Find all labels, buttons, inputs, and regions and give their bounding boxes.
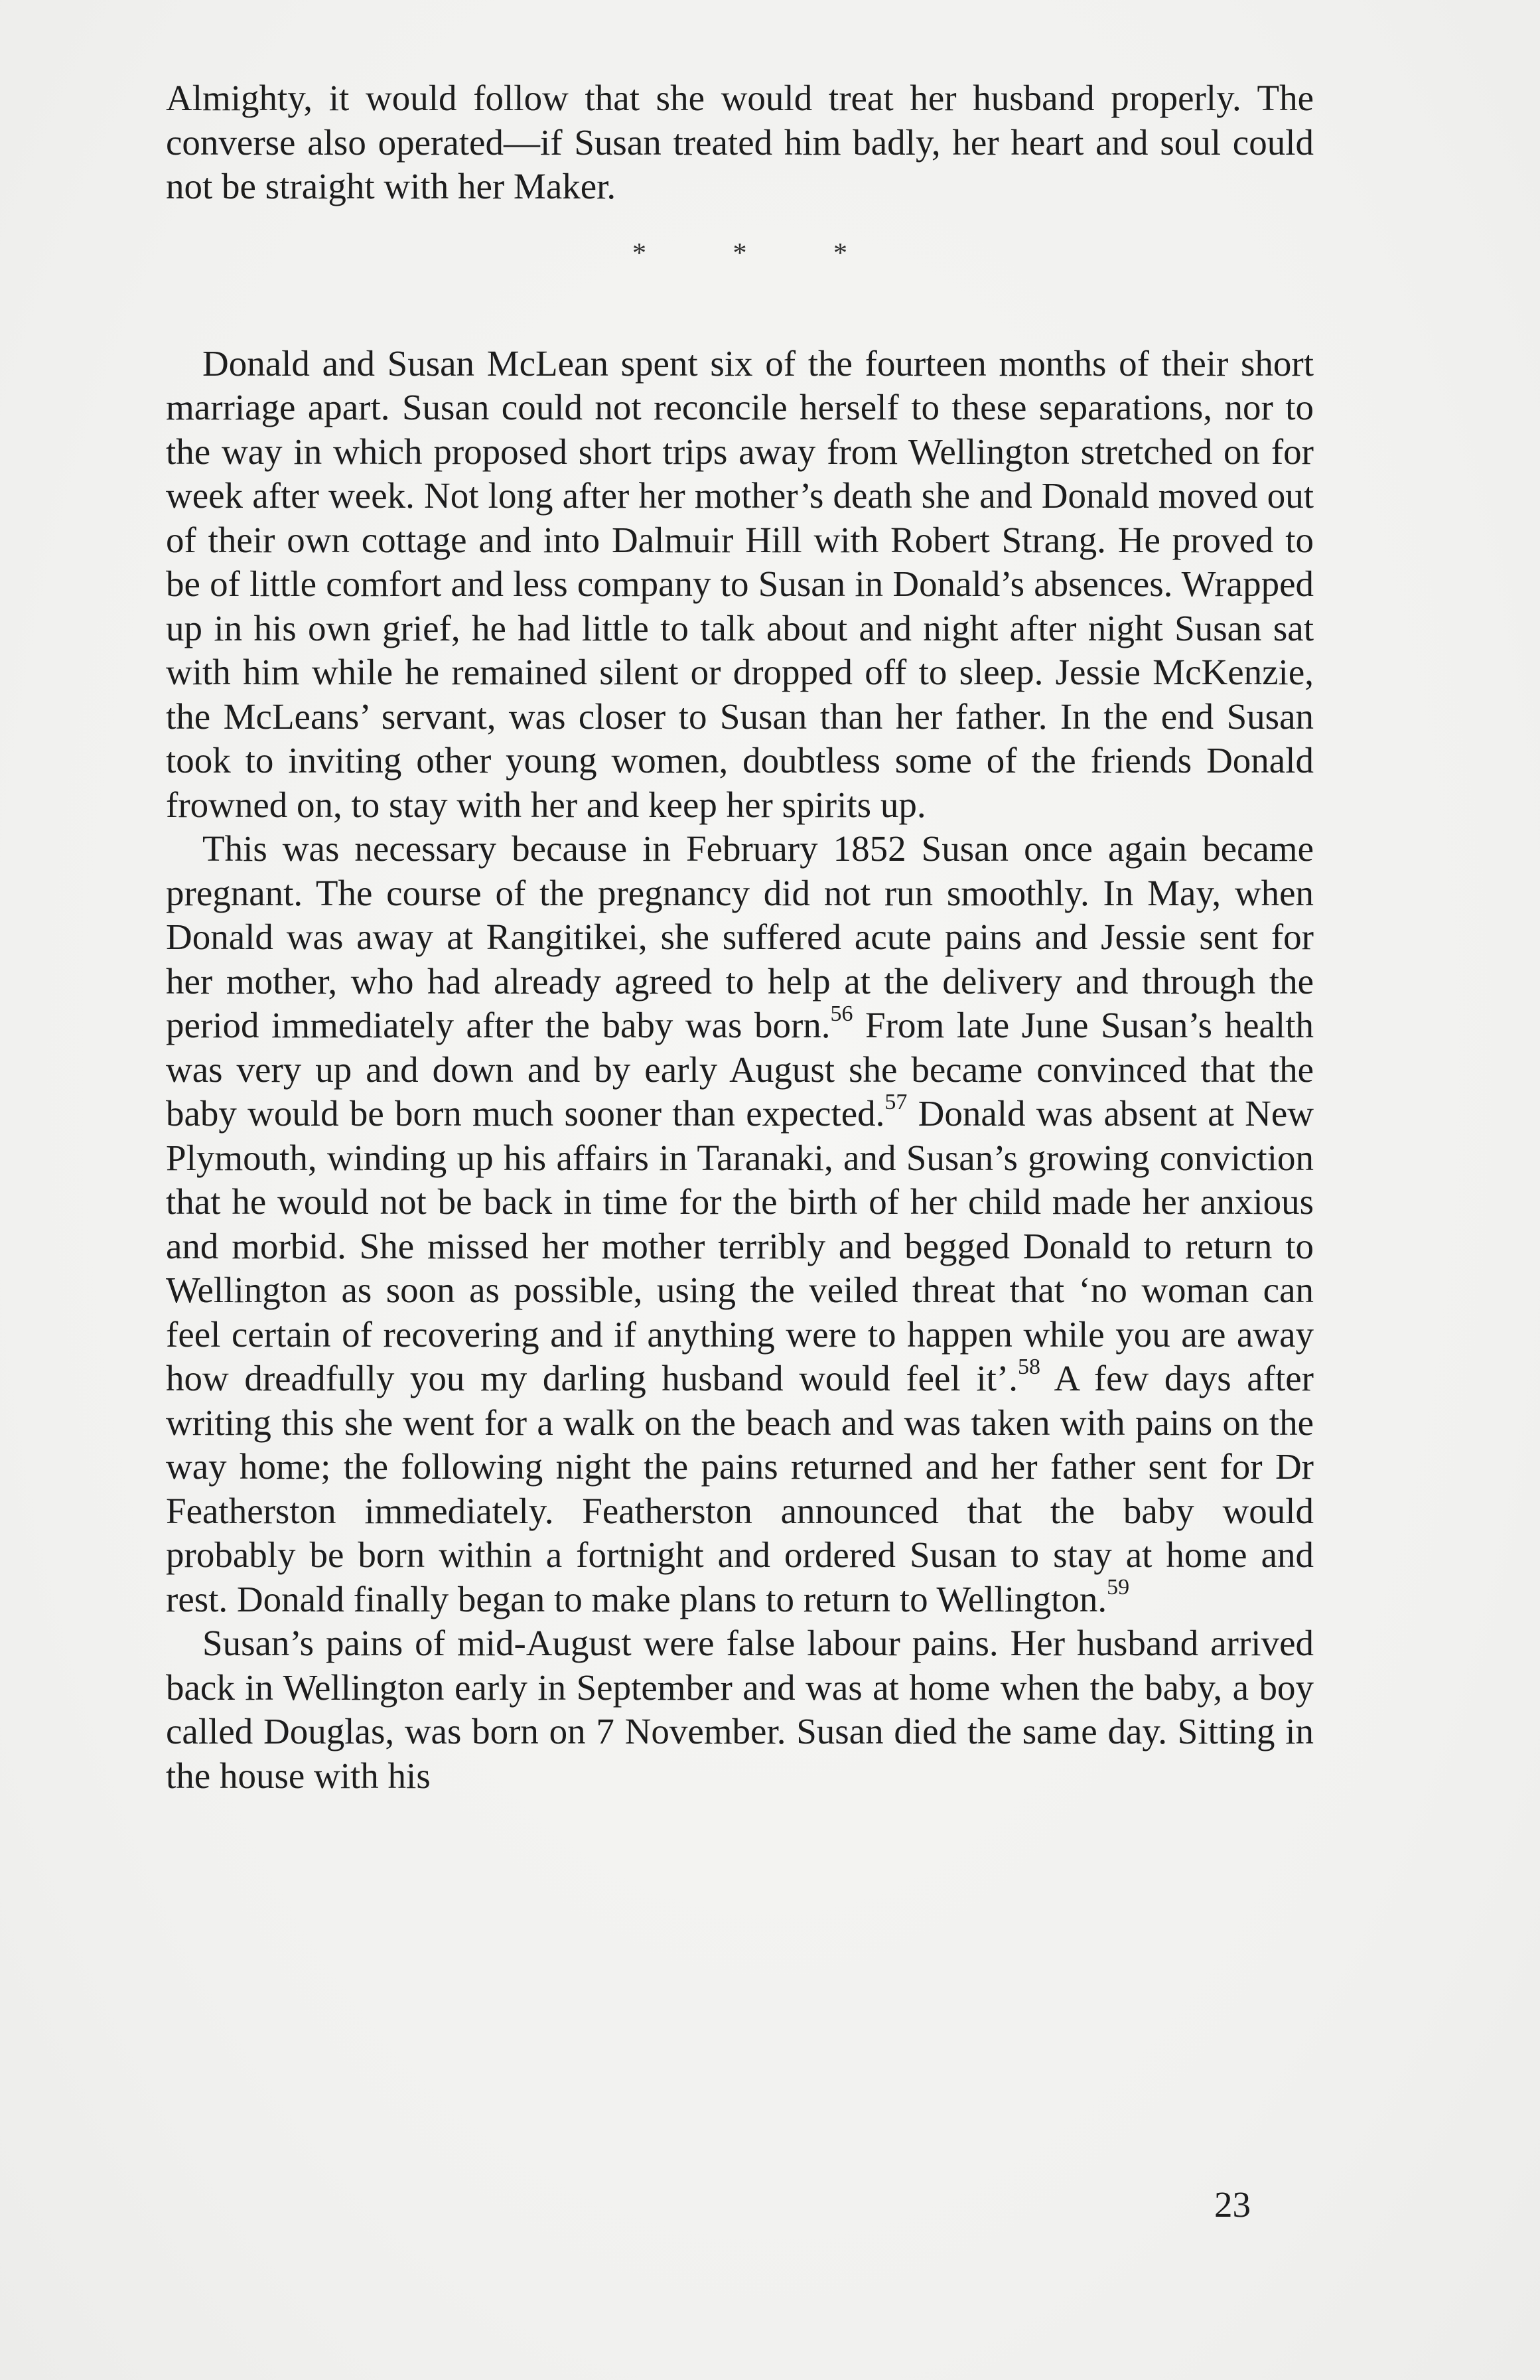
section-break-asterisks: * * *	[632, 238, 847, 269]
text-run: From late June Susan’s health was very up and down and by early August she became convinced that the baby would be born much sooner than expected.	[166, 1005, 1314, 1134]
footnote-marker: 59	[1107, 1575, 1130, 1600]
section-break	[166, 209, 1314, 342]
page-number: 23	[1214, 2184, 1251, 2225]
footnote-marker: 56	[830, 1001, 853, 1026]
paragraph-pregnancy	[166, 827, 1314, 1621]
paragraph-separations: Donald and Susan McLean spent six of the fourteen months of their short marriage apart. Susan could not reconcile herself to these separations, nor to the way in which proposed short trips away from Wellington stretched on for week after week. Not long after her mother’s death she and Donald moved out of their own cottage and into Dalmuir Hill with Robert Strang. He proved to be of little comfort and less company to Susan in Donald’s absences. Wrapped up in his own grief, he had little to talk about and night after night Susan sat with him while he remained silent or dropped off to sleep. Jessie McKenzie, the McLeans’ servant, was closer to Susan than her father. In the end Susan took to inviting other young women, doubtless some of the friends Donald frowned on, to stay with her and keep her spirits up.	[166, 342, 1314, 825]
paragraph-continued: Almighty, it would follow that she would treat her husband properly. The converse also operated—if Susan treated him badly, her heart and soul could not be straight with her Maker.	[166, 78, 1314, 206]
text-run: A few days after writing this she went for a walk on the beach and was taken with pains on the way home; the following night the pains returned and her father sent for Dr Featherston immediately. Featherston announced that the baby would probably be born within a fortnight and ordered Susan to stay at home and rest. Donald finally began to make plans to return to Wellington.	[166, 1358, 1314, 1619]
text-run: This was necessary because in February 1852 Susan once again became pregnant. The course of the pregnancy did not run smoothly. In May, when Donald was away at Rangitikei, she suffered acute pains and Jessie sent for her mother, who had already agreed to help at the delivery and through the period immediately after the baby was born.	[166, 828, 1314, 1045]
paragraph-birth: Susan’s pains of mid-August were false labour pains. Her husband arrived back in Wellington early in September and was at home when the baby, a boy called Douglas, was born on 7 November. Susan died the same day. Sitting in the house with his	[166, 1623, 1314, 1796]
body-text	[166, 76, 1314, 1798]
text-run: Donald was absent at New Plymouth, winding up his affairs in Taranaki, and Susan’s growing conviction that he would not be back in time for the birth of her child made her anxious and morbid. She missed her mother terribly and begged Donald to return to Wellington as soon as possible, using the veiled threat that ‘no woman can feel certain of recovering and if anything were to happen while you are away how dreadfully you my darling husband would feel it’.	[166, 1093, 1314, 1398]
footnote-marker: 58	[1017, 1354, 1040, 1379]
footnote-marker: 57	[884, 1089, 908, 1114]
